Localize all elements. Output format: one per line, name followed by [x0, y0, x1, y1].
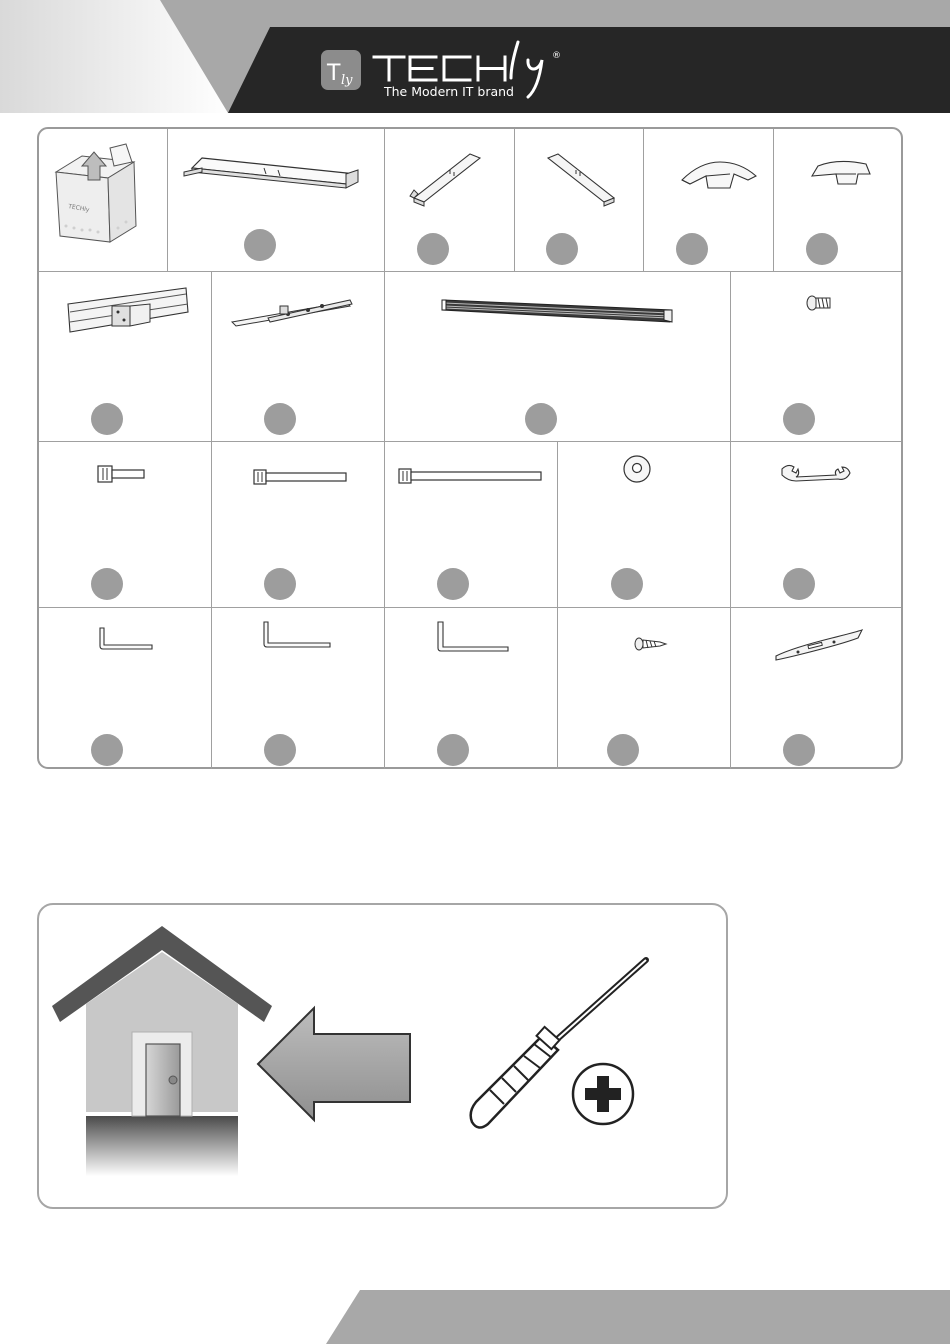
part-badge — [91, 568, 123, 600]
cover-icon — [440, 296, 676, 324]
part-badge — [417, 233, 449, 265]
part-badge — [264, 568, 296, 600]
hex-key-icon — [96, 626, 156, 652]
part-badge — [525, 403, 557, 435]
part-badge — [264, 403, 296, 435]
channel-icon — [408, 150, 488, 208]
part-badge — [676, 233, 708, 265]
box-icon — [48, 140, 140, 246]
parts-table — [37, 127, 903, 769]
channel-icon — [540, 150, 620, 208]
strap-icon — [772, 628, 866, 662]
bolt-icon — [252, 468, 350, 486]
part-badge — [806, 233, 838, 265]
wood-screw-icon — [634, 636, 668, 652]
svg-text:T: T — [327, 61, 341, 86]
bolt-icon — [96, 464, 148, 484]
screw-icon — [806, 294, 834, 312]
svg-text:TECHly: TECHly — [67, 203, 90, 214]
arrow-left-icon — [254, 1004, 414, 1122]
hex-key-icon — [260, 620, 334, 650]
part-badge — [783, 403, 815, 435]
part-badge — [437, 734, 469, 766]
part-badge — [264, 734, 296, 766]
svg-text:ly: ly — [341, 73, 353, 88]
part-badge — [611, 568, 643, 600]
brand-logo-icon — [321, 50, 361, 90]
part-badge — [783, 568, 815, 600]
part-badge — [783, 734, 815, 766]
part-badge — [244, 229, 276, 261]
brand-tagline: The Modern IT brand — [384, 84, 514, 99]
wrench-icon — [780, 463, 852, 485]
part-badge — [91, 734, 123, 766]
rail-icon — [62, 282, 192, 338]
phillips-icon — [570, 1062, 636, 1126]
corner-cover-icon — [676, 154, 760, 194]
arm-icon — [228, 292, 358, 332]
bolt-icon — [397, 467, 545, 485]
house-icon — [50, 926, 274, 1176]
registered-mark: ® — [552, 51, 561, 61]
page-footer — [0, 1290, 950, 1344]
hex-key-icon — [434, 620, 512, 654]
bracket-icon — [180, 152, 365, 192]
washer-icon — [622, 454, 652, 484]
part-badge — [607, 734, 639, 766]
part-badge — [91, 403, 123, 435]
corner-cover-icon — [808, 154, 876, 190]
part-badge — [437, 568, 469, 600]
part-badge — [546, 233, 578, 265]
